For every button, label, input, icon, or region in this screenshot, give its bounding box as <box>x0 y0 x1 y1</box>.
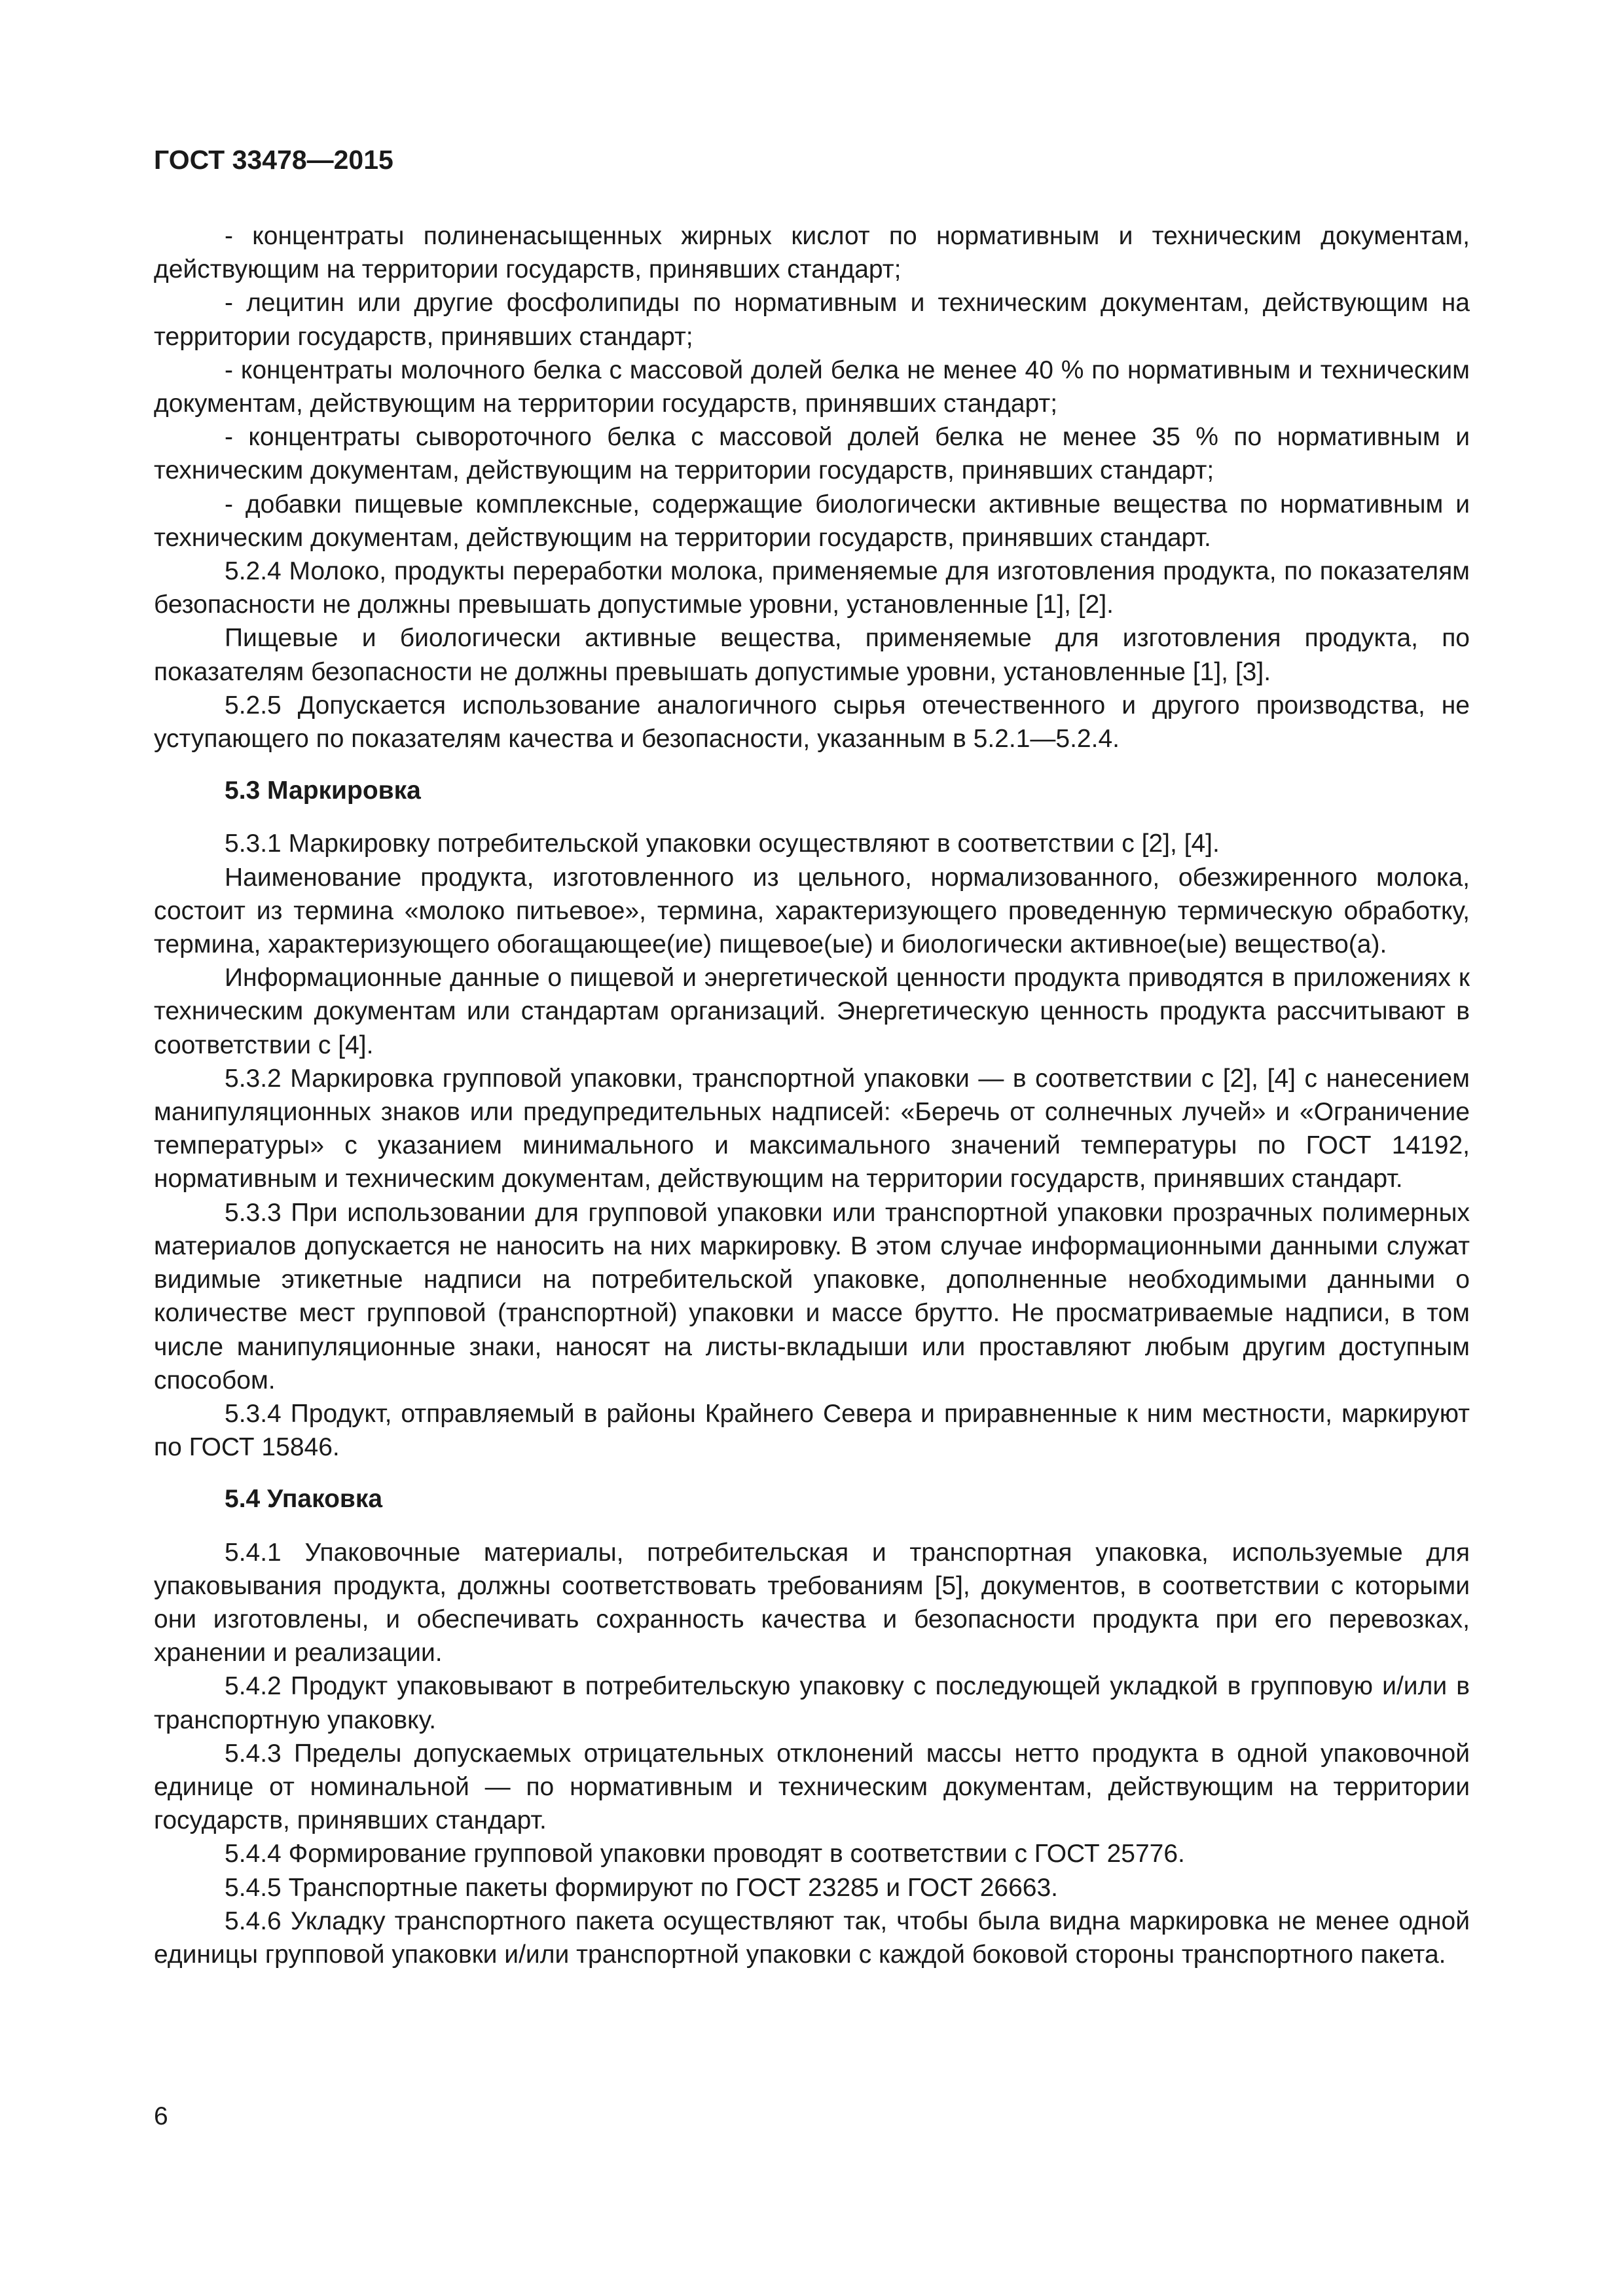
paragraph: - концентраты молочного белка с массовой долей белка не менее 40 % по нормативным и техническим документам, действующим на территории государств, принявших стандарт; <box>154 355 1470 418</box>
paragraph: Пищевые и биологически активные вещества, применяемые для изготовления продукта, по показателям безопасности не должны превышать допустимые уровни, установленные [1], [3]. <box>154 624 1470 686</box>
paragraph: 5.3.1 Маркировку потребительской упаковки осуществляют в соответствии с [2], [4]. <box>225 829 1220 858</box>
paragraph: Наименование продукта, изготовленного из цельного, нормализованного, обезжиренного молока, состоит из термина «молоко питьевое», термина, характеризующего проведенную термическую обработку, термина, характеризующего обогащающее(ие) пищевое(ые) и биологически активное(ые) вещество(а). <box>154 863 1470 959</box>
paragraph: 5.4.3 Пределы допускаемых отрицательных отклонений массы нетто продукта в одной упаковочной единице от номинальной — по нормативным и техническим документам, действующим на территории государств, принявших стандарт. <box>154 1739 1470 1835</box>
paragraph: - концентраты сывороточного белка с массовой долей белка не менее 35 % по нормативным и техническим документам, действующим на территории государств, принявших стандарт; <box>154 423 1470 485</box>
paragraph: 5.4.5 Транспортные пакеты формируют по ГОСТ 23285 и ГОСТ 26663. <box>225 1873 1058 1902</box>
paragraph: 5.4.1 Упаковочные материалы, потребительская и транспортная упаковка, используемые для упаковывания продукта, должны соответствовать требованиям [5], документов, в соответствии с которыми они изготовлены, и обеспечивать сохранность качества и безопасности продукта при его перевозках, хранении и реализации. <box>154 1538 1470 1667</box>
section-heading-marking: 5.3 Маркировка <box>225 776 421 805</box>
paragraph: 5.3.3 При использовании для групповой упаковки или транспортной упаковки прозрачных полимерных материалов допускается не наносить на них маркировку. В этом случае информационными данными служат видимые этикетные надписи на потребительской упаковке, дополненные необходимыми данными о количестве мест групповой (транспортной) упаковки и массе брутто. Не просматриваемые надписи, в том числе манипуляционные знаки, наносят на листы-вкладыши или проставляют любым другим доступным способом. <box>154 1198 1470 1394</box>
paragraph: 5.4.4 Формирование групповой упаковки проводят в соответствии с ГОСТ 25776. <box>225 1840 1185 1868</box>
document-header: ГОСТ 33478—2015 <box>154 145 393 175</box>
paragraph: - лецитин или другие фосфолипиды по нормативным и техническим документам, действующим на территории государств, принявших стандарт; <box>154 289 1470 351</box>
paragraph: Информационные данные о пищевой и энергетической ценности продукта приводятся в приложениях к техническим документам или стандартам организаций. Энергетическую ценность продукта рассчитывают в соответствии с [4]. <box>154 964 1470 1059</box>
paragraph: - добавки пищевые комплексные, содержащие биологически активные вещества по нормативным и техническим документам, действующим на территории государств, принявших стандарт. <box>154 490 1470 552</box>
section-heading-packaging: 5.4 Упаковка <box>225 1485 383 1514</box>
paragraph: 5.2.4 Молоко, продукты переработки молока, применяемые для изготовления продукта, по показателям безопасности не должны превышать допустимые уровни, установленные [1], [2]. <box>154 557 1470 619</box>
paragraph: 5.3.4 Продукт, отправляемый в районы Крайнего Севера и приравненные к ним местности, маркируют по ГОСТ 15846. <box>154 1399 1470 1462</box>
paragraph: - концентраты полиненасыщенных жирных кислот по нормативным и техническим документам, действующим на территории государств, принявших стандарт; <box>154 222 1470 284</box>
paragraph: 5.4.6 Укладку транспортного пакета осуществляют так, чтобы была видна маркировка не менее одной единицы групповой упаковки и/или транспортной упаковки с каждой боковой стороны транспортного пакета. <box>154 1906 1470 1969</box>
paragraph: 5.4.2 Продукт упаковывают в потребительскую упаковку с последующей укладкой в групповую и/или в транспортную упаковку. <box>154 1672 1470 1734</box>
document-body <box>154 219 1470 1971</box>
paragraph: 5.2.5 Допускается использование аналогичного сырья отечественного и другого производства, не уступающего по показателям качества и безопасности, указанным в 5.2.1—5.2.4. <box>154 691 1470 754</box>
page-number: 6 <box>154 2102 168 2130</box>
paragraph: 5.3.2 Маркировка групповой упаковки, транспортной упаковки — в соответствии с [2], [4] с нанесением манипуляционных знаков или предупредительных надписей: «Беречь от солнечных лучей» и «Ограничение температуры» с указанием минимального и максимального значений температуры по ГОСТ 14192, нормативным и техническим документам, действующим на территории государств, принявших стандарт. <box>154 1064 1470 1194</box>
